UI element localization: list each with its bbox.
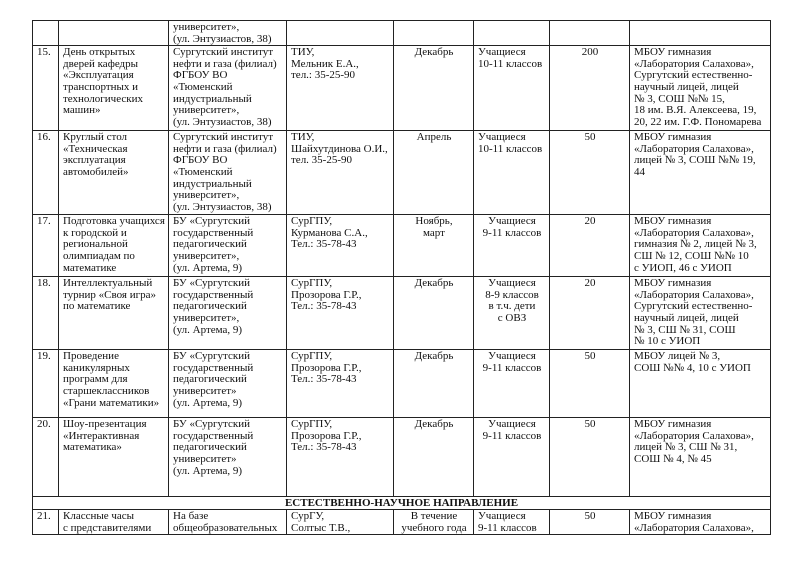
cell-org: Сургутский институт нефти и газа (филиал) ФГБОУ ВО «Тюменский индустриальный университет», (ул. Энтузиастов, 38) <box>169 46 287 131</box>
cell-count: 20 <box>550 277 630 350</box>
cell-contact: ТИУ, Мельник Е.А., тел.: 35-25-90 <box>287 46 394 131</box>
cell-org: БУ «Сургутский государственный педагогический университет», (ул. Артема, 9) <box>169 277 287 350</box>
cell-schools: МБОУ гимназия «Лаборатория Салахова», лицей № 3, СШ № 31, СОШ № 4, № 45 <box>630 418 771 497</box>
events-table <box>32 20 771 535</box>
cell-num: 15. <box>33 46 59 131</box>
cell-org: БУ «Сургутский государственный педагогический университет» (ул. Артема, 9) <box>169 350 287 418</box>
cell-schools: МБОУ гимназия «Лаборатория Салахова», гимназия № 2, лицей № 3, СШ № 12, СОШ №№ 10 с УИОП, 46 с УИОП <box>630 215 771 277</box>
cell-name: День открытых дверей кафедры «Эксплуатация транспортных и технологических машин» <box>59 46 169 131</box>
cell-schools: МБОУ гимназия «Лаборатория Салахова», лицей № 3, СОШ №№ 19, 44 <box>630 131 771 215</box>
cell-org: На базе общеобразовательных <box>169 510 287 535</box>
cell-participants: Учащиеся 10-11 классов <box>474 131 550 215</box>
cell-num: 17. <box>33 215 59 277</box>
cell-schools: МБОУ гимназия «Лаборатория Салахова», <box>630 510 771 535</box>
cell-schools: МБОУ гимназия «Лаборатория Салахова», Сургутский естественно- научный лицей, лицей № 3, СШ № 31, СОШ № 10 с УИОП <box>630 277 771 350</box>
table-row <box>33 46 771 131</box>
section-title: ЕСТЕСТВЕННО-НАУЧНОЕ НАПРАВЛЕНИЕ <box>33 497 771 510</box>
cell-contact: СурГПУ, Прозорова Г.Р., Тел.: 35-78-43 <box>287 350 394 418</box>
cell-contact: СурГПУ, Прозорова Г.Р., Тел.: 35-78-43 <box>287 277 394 350</box>
table-row <box>33 215 771 277</box>
cell-name: Проведение каникулярных программ для старшеклассников «Грани математики» <box>59 350 169 418</box>
cell-name <box>59 21 169 46</box>
cell-schools <box>630 21 771 46</box>
cell-participants: Учащиеся 9-11 классов <box>474 350 550 418</box>
cell-schools: МБОУ гимназия «Лаборатория Салахова», Сургутский естественно- научный лицей, лицей № 3, СОШ №№ 15, 18 им. В.Я. Алексеева, 19, 20, 22 им. Г.Ф. Пономарева <box>630 46 771 131</box>
cell-name: Шоу-презентация «Интерактивная математика» <box>59 418 169 497</box>
cell-contact <box>287 21 394 46</box>
cell-contact: СурГПУ, Прозорова Г.Р., Тел.: 35-78-43 <box>287 418 394 497</box>
cell-contact: СурГУ, Солтыс Т.В., <box>287 510 394 535</box>
cell-count: 50 <box>550 131 630 215</box>
cell-org: университет», (ул. Энтузиастов, 38) <box>169 21 287 46</box>
cell-org: Сургутский институт нефти и газа (филиал) ФГБОУ ВО «Тюменский индустриальный университет», (ул. Энтузиастов, 38) <box>169 131 287 215</box>
cell-date: Апрель <box>394 131 474 215</box>
table-row <box>33 131 771 215</box>
cell-org: БУ «Сургутский государственный педагогический университет», (ул. Артема, 9) <box>169 215 287 277</box>
cell-count: 20 <box>550 215 630 277</box>
cell-num <box>33 21 59 46</box>
cell-count: 200 <box>550 46 630 131</box>
cell-count: 50 <box>550 350 630 418</box>
cell-count: 50 <box>550 418 630 497</box>
cell-contact: СурГПУ, Курманова С.А., Тел.: 35-78-43 <box>287 215 394 277</box>
cell-org: БУ «Сургутский государственный педагогический университет» (ул. Артема, 9) <box>169 418 287 497</box>
cell-date: Ноябрь, март <box>394 215 474 277</box>
cell-num: 18. <box>33 277 59 350</box>
table-row <box>33 21 771 46</box>
cell-participants: Учащиеся 9-11 классов <box>474 215 550 277</box>
table-row <box>33 510 771 535</box>
section-row <box>33 497 771 510</box>
cell-num: 20. <box>33 418 59 497</box>
cell-name: Подготовка учащихся к городской и региональной олимпиадам по математике <box>59 215 169 277</box>
cell-count <box>550 21 630 46</box>
cell-num: 16. <box>33 131 59 215</box>
cell-date: Декабрь <box>394 350 474 418</box>
cell-date <box>394 21 474 46</box>
cell-date: Декабрь <box>394 418 474 497</box>
cell-date: Декабрь <box>394 46 474 131</box>
cell-participants: Учащиеся 9-11 классов <box>474 510 550 535</box>
cell-name: Интеллектуальный турнир «Своя игра» по математике <box>59 277 169 350</box>
cell-participants: Учащиеся 10-11 классов <box>474 46 550 131</box>
cell-name: Круглый стол «Техническая эксплуатация автомобилей» <box>59 131 169 215</box>
table-row <box>33 350 771 418</box>
cell-schools: МБОУ лицей № 3, СОШ №№ 4, 10 с УИОП <box>630 350 771 418</box>
cell-num: 21. <box>33 510 59 535</box>
table-row <box>33 277 771 350</box>
cell-date: В течение учебного года <box>394 510 474 535</box>
cell-name: Классные часы с представителями <box>59 510 169 535</box>
cell-num: 19. <box>33 350 59 418</box>
cell-count: 50 <box>550 510 630 535</box>
table-row <box>33 418 771 497</box>
cell-participants: Учащиеся 9-11 классов <box>474 418 550 497</box>
cell-participants: Учащиеся 8-9 классов в т.ч. дети с ОВЗ <box>474 277 550 350</box>
cell-participants <box>474 21 550 46</box>
cell-date: Декабрь <box>394 277 474 350</box>
cell-contact: ТИУ, Шайхутдинова О.И., тел. 35-25-90 <box>287 131 394 215</box>
